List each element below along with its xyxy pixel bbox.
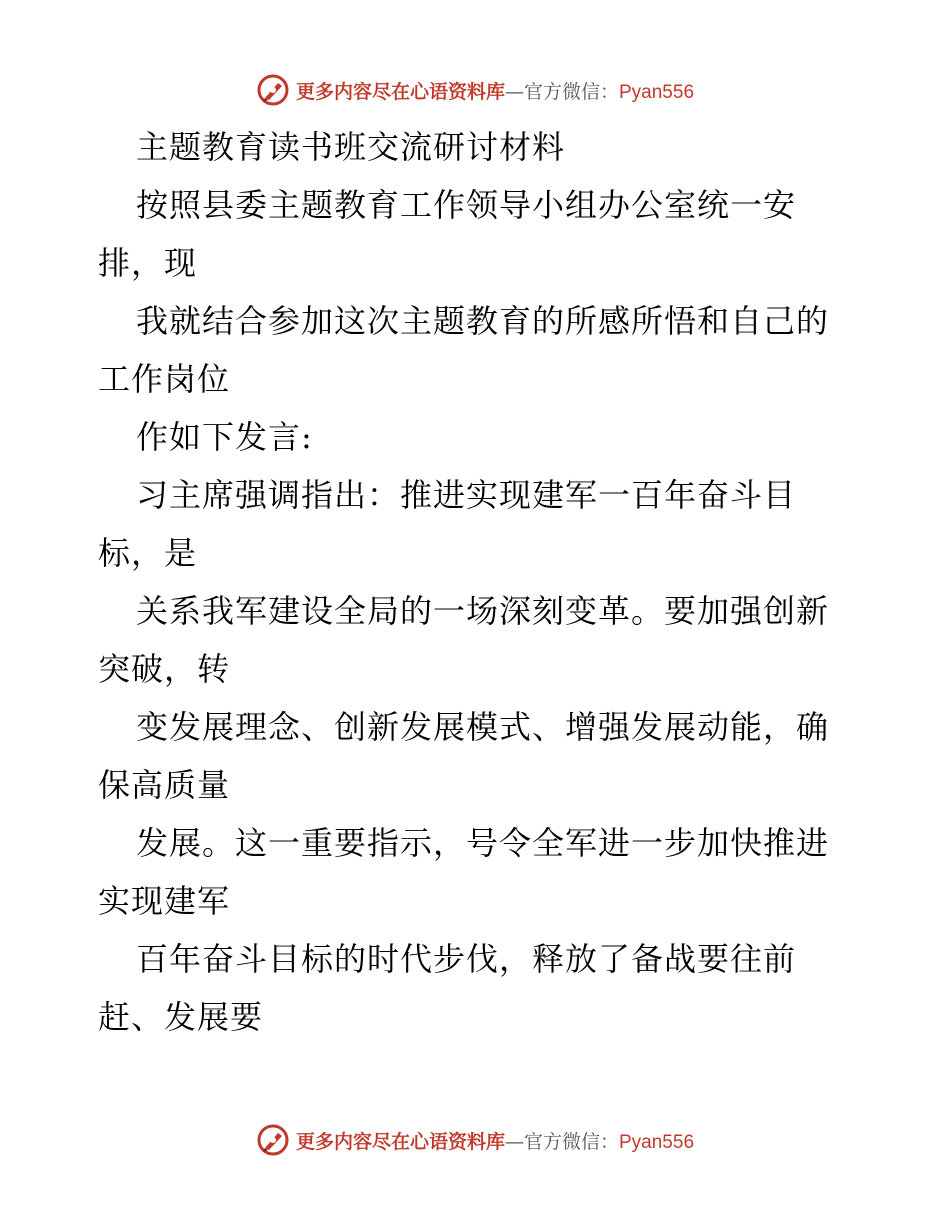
pen-logo-icon xyxy=(256,73,290,107)
watermark-official: —官方微信： xyxy=(504,1130,619,1153)
watermark-id: Pyan556 xyxy=(619,1131,695,1153)
text-line: 实现建军 xyxy=(98,882,231,920)
text-line: 赶、发展要 xyxy=(98,998,264,1036)
header-watermark xyxy=(0,70,950,110)
text-line: 百年奋斗目标的时代步伐，释放了备战要往前 xyxy=(136,940,797,978)
text-line: 主题教育读书班交流研讨材料 xyxy=(136,128,566,166)
watermark-main: 更多内容尽在心语资料库 xyxy=(295,1130,505,1153)
document-body xyxy=(98,118,858,1046)
watermark-official: —官方微信： xyxy=(504,80,619,103)
text-line: 习主席强调指出：推进实现建军一百年奋斗目 xyxy=(136,476,797,514)
text-line: 标，是 xyxy=(98,534,198,572)
pen-logo-icon xyxy=(256,1123,290,1157)
watermark-text xyxy=(296,1127,694,1154)
text-line: 工作岗位 xyxy=(98,360,231,398)
text-line: 按照县委主题教育工作领导小组办公室统一安 xyxy=(136,186,797,224)
text-line: 变发展理念、创新发展模式、增强发展动能，确 xyxy=(136,708,830,746)
text-line: 突破，转 xyxy=(98,650,231,688)
text-line: 排，现 xyxy=(98,244,198,282)
watermark-text xyxy=(296,77,694,104)
watermark-main: 更多内容尽在心语资料库 xyxy=(295,80,505,103)
text-line: 发展。这一重要指示，号令全军进一步加快推进 xyxy=(136,824,830,862)
text-line: 我就结合参加这次主题教育的所感所悟和自己的 xyxy=(136,302,830,340)
text-line: 作如下发言: xyxy=(136,418,313,456)
text-line: 保高质量 xyxy=(98,766,231,804)
footer-watermark xyxy=(0,1120,950,1160)
text-line: 关系我军建设全局的一场深刻变革。要加强创新 xyxy=(136,592,830,630)
watermark-id: Pyan556 xyxy=(619,81,695,103)
